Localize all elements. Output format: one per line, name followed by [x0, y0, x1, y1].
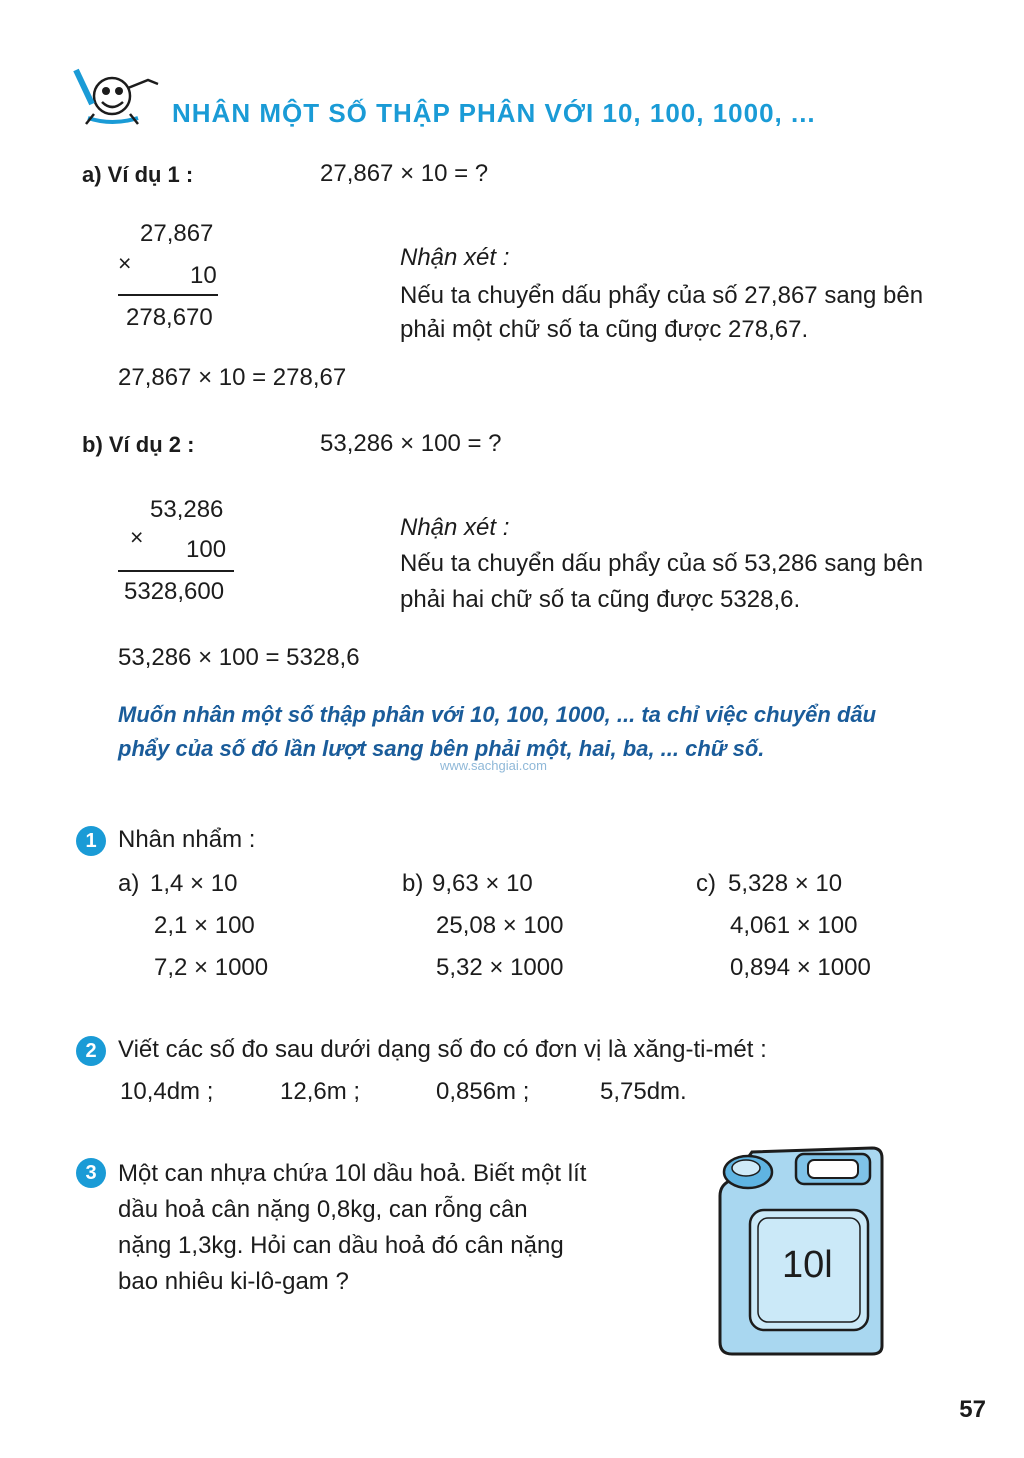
example1-underline — [118, 294, 218, 296]
exercise2-item1: 10,4dm ; — [120, 1078, 214, 1105]
example1-product: 278,670 — [126, 304, 213, 331]
exercise3-line4: bao nhiêu ki-lô-gam ? — [118, 1268, 349, 1295]
exercise1-prompt: Nhân nhẩm : — [118, 826, 256, 853]
exercise2-item4: 5,75dm. — [600, 1078, 687, 1105]
example2-expression: 53,286 × 100 = ? — [320, 430, 502, 457]
exercise1-number-badge: 1 — [76, 826, 106, 856]
exercise1-a-item2: 2,1 × 100 — [154, 912, 255, 939]
exercise1-b-item2: 25,08 × 100 — [436, 912, 564, 939]
example1-note-line1: Nếu ta chuyển dấu phẩy của số 27,867 sang bên — [400, 282, 924, 309]
exercise1-b-item3: 5,32 × 1000 — [436, 954, 564, 981]
example2-multiplier: 100 — [186, 536, 227, 563]
exercise1-col-c-label: c) — [696, 870, 716, 897]
page-title: NHÂN MỘT SỐ THẬP PHÂN VỚI 10, 100, 1000, ... — [172, 98, 816, 128]
example2-top-number: 53,286 — [150, 496, 224, 523]
page-number: 57 — [959, 1396, 986, 1423]
example2-sign: × — [130, 524, 144, 550]
mascot-pencil-icon — [68, 66, 164, 128]
exercise1-a-item1: 1,4 × 10 — [150, 870, 238, 897]
exercise2-item2: 12,6m ; — [280, 1078, 361, 1105]
exercise2-number-badge: 2 — [76, 1036, 106, 1066]
exercise1-c-item3: 0,894 × 1000 — [730, 954, 871, 981]
example2-result: 53,286 × 100 = 5328,6 — [118, 644, 360, 671]
exercise3-number-badge: 3 — [76, 1158, 106, 1188]
exercise2-item3: 0,856m ; — [436, 1078, 530, 1105]
exercise1-col-b-label: b) — [402, 870, 424, 897]
example2-note-title: Nhận xét : — [400, 514, 510, 541]
can-volume-label: 10l — [782, 1244, 833, 1286]
exercise1-c-item1: 5,328 × 10 — [728, 870, 843, 897]
example1-expression: 27,867 × 10 = ? — [320, 160, 489, 187]
example2-note-line2: phải hai chữ số ta cũng được 5328,6. — [400, 586, 801, 613]
example1-label: a) Ví dụ 1 : — [82, 162, 194, 187]
exercise1-b-item1: 9,63 × 10 — [432, 870, 533, 897]
exercise3-line1: Một can nhựa chứa 10l dầu hoả. Biết một lít — [118, 1160, 587, 1187]
exercise3-line3: nặng 1,3kg. Hỏi can dầu hoả đó cân nặng — [118, 1232, 564, 1259]
example1-note-title: Nhận xét : — [400, 244, 510, 271]
example1-sign: × — [118, 250, 132, 276]
example2-label: b) Ví dụ 2 : — [82, 432, 195, 457]
example2-underline — [118, 570, 234, 572]
example1-multiplier: 10 — [190, 262, 217, 289]
example1-result: 27,867 × 10 = 278,67 — [118, 364, 347, 391]
watermark-text: www.sachgiai.com — [440, 758, 547, 773]
exercise3-line2: dầu hoả cân nặng 0,8kg, can rỗng cân — [118, 1196, 528, 1223]
exercise2-prompt: Viết các số đo sau dưới dạng số đo có đơn vị là xăng-ti-mét : — [118, 1036, 767, 1063]
example1-note-line2: phải một chữ số ta cũng được 278,67. — [400, 316, 809, 343]
exercise1-c-item2: 4,061 × 100 — [730, 912, 858, 939]
exercise1-a-item3: 7,2 × 1000 — [154, 954, 269, 981]
example2-product: 5328,600 — [124, 578, 225, 605]
rule-line2: phẩy của số đó lần lượt sang bên phải một, hai, ba, ... chữ số. — [118, 736, 765, 761]
example2-note-line1: Nếu ta chuyển dấu phẩy của số 53,286 sang bên — [400, 550, 924, 577]
rule-line1: Muốn nhân một số thập phân với 10, 100, 1000, ... ta chỉ việc chuyển dấu — [118, 702, 877, 727]
exercise1-col-a-label: a) — [118, 870, 140, 897]
example1-top-number: 27,867 — [140, 220, 214, 247]
